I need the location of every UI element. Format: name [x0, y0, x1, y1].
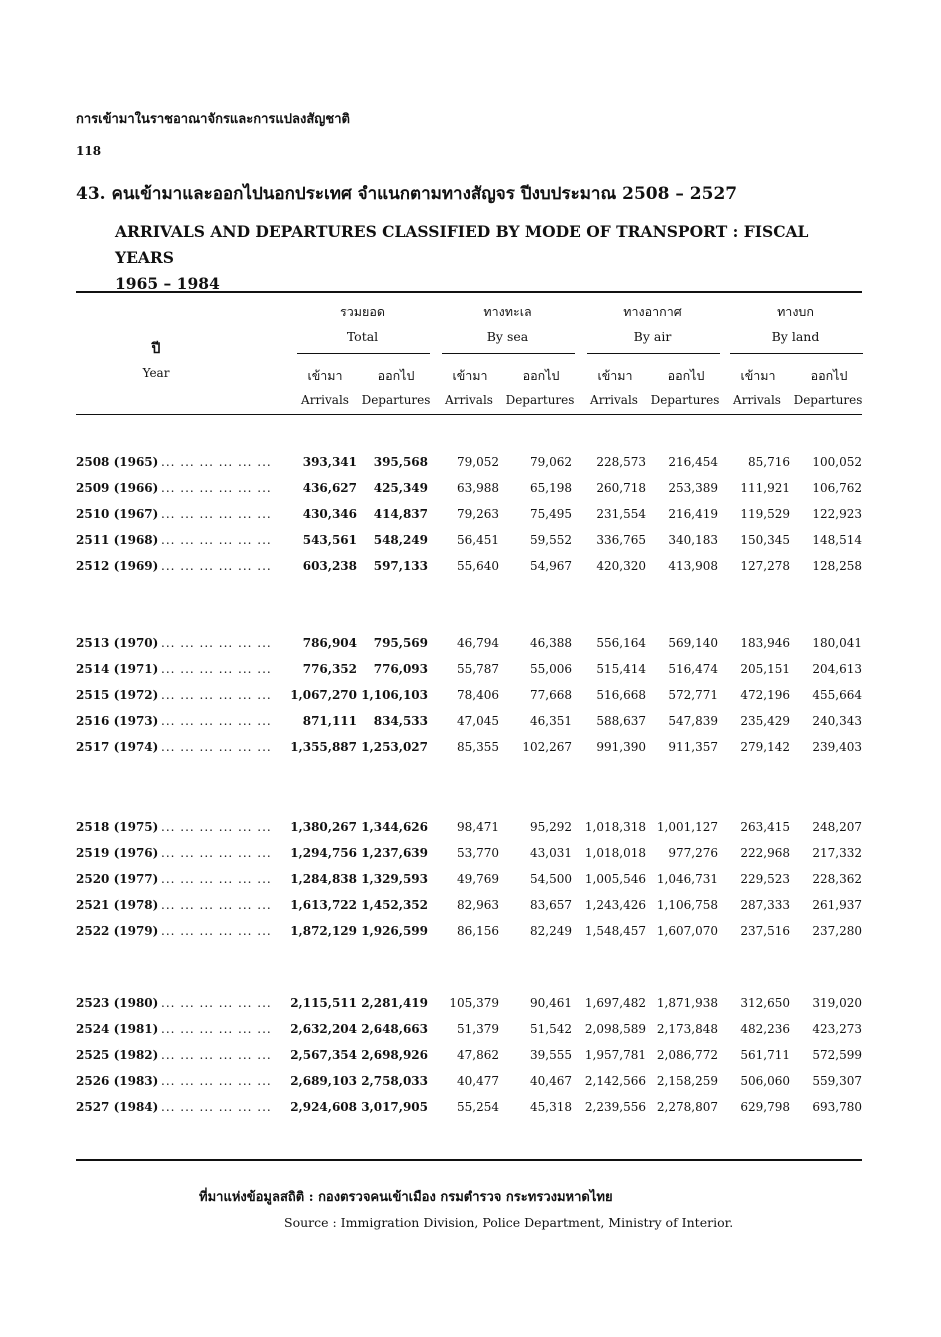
cell-total-departures: 3,017,905 — [361, 1100, 428, 1114]
cell-sea-arrivals: 105,379 — [449, 996, 499, 1010]
cell-total-arrivals: 871,111 — [302, 714, 357, 728]
cell-total-departures: 425,349 — [373, 481, 428, 495]
table-title-thai: 43. คนเข้ามาและออกไปนอกประเทศ จำแนกตามทางสัญจร ปีงบประมาณ 2508 – 2527 — [76, 184, 738, 204]
row-leader-dots: ... ... ... ... ... ... — [161, 533, 272, 547]
row-year: 2516 (1973) — [76, 714, 159, 728]
cell-sea-arrivals: 55,254 — [457, 1100, 499, 1114]
cell-air-departures: 216,419 — [668, 507, 718, 521]
cell-sea-arrivals: 55,640 — [457, 559, 499, 573]
table-row — [0, 1022, 941, 1042]
cell-land-arrivals: 183,946 — [740, 636, 790, 650]
cell-sea-departures: 90,461 — [530, 996, 572, 1010]
table-row — [0, 872, 941, 892]
row-leader-dots: ... ... ... ... ... ... — [161, 714, 272, 728]
cell-sea-arrivals: 86,156 — [457, 924, 499, 938]
cell-land-departures: 693,780 — [812, 1100, 862, 1114]
cell-sea-arrivals: 98,471 — [457, 820, 499, 834]
cell-sea-departures: 54,967 — [530, 559, 572, 573]
cell-air-arrivals: 231,554 — [596, 507, 646, 521]
cell-land-departures: 319,020 — [812, 996, 862, 1010]
cell-land-departures: 239,403 — [812, 740, 862, 754]
year-header-thai: ปี — [151, 341, 161, 357]
row-year: 2523 (1980) — [76, 996, 159, 1010]
group-rule-air — [587, 353, 720, 354]
cell-sea-departures: 77,668 — [530, 688, 572, 702]
table-row — [0, 898, 941, 918]
cell-land-arrivals: 229,523 — [740, 872, 790, 886]
row-year: 2524 (1981) — [76, 1022, 159, 1036]
row-leader-dots: ... ... ... ... ... ... — [161, 872, 272, 886]
cell-air-departures: 911,357 — [668, 740, 718, 754]
cell-sea-arrivals: 79,052 — [457, 455, 499, 469]
cell-air-departures: 253,389 — [668, 481, 718, 495]
table-row — [0, 559, 941, 579]
subheader-air-in-thai: เข้ามา — [597, 368, 633, 383]
cell-land-arrivals: 482,236 — [740, 1022, 790, 1036]
cell-total-arrivals: 1,284,838 — [290, 872, 357, 886]
subheader-air-arrivals: Arrivals — [590, 393, 638, 407]
cell-land-arrivals: 235,429 — [740, 714, 790, 728]
cell-sea-departures: 75,495 — [530, 507, 572, 521]
group-rule-total — [297, 353, 430, 354]
cell-total-departures: 2,698,926 — [361, 1048, 428, 1062]
cell-air-departures: 547,839 — [668, 714, 718, 728]
cell-land-arrivals: 287,333 — [740, 898, 790, 912]
cell-air-arrivals: 516,668 — [596, 688, 646, 702]
subheader-air-departures: Departures — [650, 393, 720, 407]
subheader-land-in-thai: เข้ามา — [740, 368, 776, 383]
subheader-air-out-thai: ออกไป — [667, 368, 705, 383]
cell-air-departures: 1,001,127 — [656, 820, 718, 834]
cell-sea-arrivals: 40,477 — [457, 1074, 499, 1088]
cell-air-arrivals: 2,142,566 — [584, 1074, 646, 1088]
cell-sea-departures: 39,555 — [530, 1048, 572, 1062]
row-year: 2508 (1965) — [76, 455, 159, 469]
cell-air-arrivals: 420,320 — [596, 559, 646, 573]
table-row — [0, 533, 941, 553]
cell-total-departures: 795,569 — [373, 636, 428, 650]
group-rule-land — [730, 353, 863, 354]
cell-total-arrivals: 1,294,756 — [290, 846, 357, 860]
group-header-air-thai: ทางอากาศ — [623, 304, 682, 319]
cell-sea-arrivals: 85,355 — [457, 740, 499, 754]
row-leader-dots: ... ... ... ... ... ... — [161, 924, 272, 938]
cell-total-arrivals: 1,355,887 — [290, 740, 357, 754]
cell-sea-departures: 59,552 — [530, 533, 572, 547]
cell-land-arrivals: 85,716 — [748, 455, 790, 469]
cell-land-arrivals: 312,650 — [740, 996, 790, 1010]
row-leader-dots: ... ... ... ... ... ... — [161, 1074, 272, 1088]
table-row — [0, 481, 941, 501]
cell-air-departures: 1,046,731 — [656, 872, 718, 886]
cell-air-departures: 216,454 — [668, 455, 718, 469]
subheader-sea-departures: Departures — [505, 393, 575, 407]
cell-air-departures: 2,173,848 — [656, 1022, 718, 1036]
cell-land-arrivals: 279,142 — [740, 740, 790, 754]
cell-air-departures: 2,278,807 — [656, 1100, 718, 1114]
cell-land-departures: 128,258 — [812, 559, 862, 573]
cell-land-arrivals: 119,529 — [740, 507, 790, 521]
subheader-land-departures: Departures — [793, 393, 863, 407]
cell-air-departures: 1,106,758 — [656, 898, 718, 912]
cell-land-arrivals: 150,345 — [740, 533, 790, 547]
row-year: 2514 (1971) — [76, 662, 159, 676]
table-row — [0, 1074, 941, 1094]
cell-land-arrivals: 222,968 — [740, 846, 790, 860]
cell-total-arrivals: 430,346 — [302, 507, 357, 521]
table-row — [0, 688, 941, 708]
cell-air-arrivals: 1,018,018 — [584, 846, 646, 860]
row-leader-dots: ... ... ... ... ... ... — [161, 662, 272, 676]
cell-total-departures: 1,452,352 — [361, 898, 428, 912]
cell-land-departures: 217,332 — [812, 846, 862, 860]
cell-total-arrivals: 786,904 — [302, 636, 357, 650]
cell-land-arrivals: 629,798 — [740, 1100, 790, 1114]
cell-sea-arrivals: 55,787 — [457, 662, 499, 676]
cell-air-departures: 340,183 — [668, 533, 718, 547]
cell-total-arrivals: 436,627 — [302, 481, 357, 495]
row-year: 2512 (1969) — [76, 559, 159, 573]
year-header-english: Year — [142, 366, 170, 380]
subheader-land-arrivals: Arrivals — [733, 393, 781, 407]
cell-sea-departures: 46,351 — [530, 714, 572, 728]
subheader-sea-in-thai: เข้ามา — [452, 368, 488, 383]
cell-sea-arrivals: 46,794 — [457, 636, 499, 650]
cell-land-arrivals: 472,196 — [740, 688, 790, 702]
table-row — [0, 507, 941, 527]
cell-total-arrivals: 2,567,354 — [290, 1048, 357, 1062]
row-year: 2520 (1977) — [76, 872, 159, 886]
cell-air-departures: 569,140 — [668, 636, 718, 650]
cell-sea-departures: 51,542 — [530, 1022, 572, 1036]
row-year: 2526 (1983) — [76, 1074, 159, 1088]
title-english-line-1: ARRIVALS AND DEPARTURES CLASSIFIED BY MODE OF TRANSPORT : FISCAL YEARS — [115, 222, 809, 267]
cell-sea-departures: 45,318 — [530, 1100, 572, 1114]
cell-total-arrivals: 2,632,204 — [290, 1022, 357, 1036]
cell-air-arrivals: 515,414 — [596, 662, 646, 676]
source-note-thai: ที่มาแห่งข้อมูลสถิติ : กองตรวจคนเข้าเมือง กรมตำรวจ กระทรวงมหาดไทย — [199, 1190, 613, 1205]
cell-total-arrivals: 543,561 — [302, 533, 357, 547]
cell-land-departures: 455,664 — [812, 688, 862, 702]
cell-sea-departures: 54,500 — [530, 872, 572, 886]
cell-air-arrivals: 228,573 — [596, 455, 646, 469]
running-header: การเข้ามาในราชอาณาจักรและการแปลงสัญชาติ — [76, 112, 350, 127]
row-leader-dots: ... ... ... ... ... ... — [161, 898, 272, 912]
cell-total-departures: 548,249 — [373, 533, 428, 547]
source-note-english: Source : Immigration Division, Police Department, Ministry of Interior. — [284, 1215, 734, 1230]
group-header-air-english: By air — [633, 329, 672, 344]
group-header-land-thai: ทางบก — [777, 304, 814, 319]
row-leader-dots: ... ... ... ... ... ... — [161, 820, 272, 834]
page-number: 118 — [76, 144, 102, 158]
cell-total-arrivals: 2,689,103 — [290, 1074, 357, 1088]
cell-land-arrivals: 263,415 — [740, 820, 790, 834]
cell-air-arrivals: 260,718 — [596, 481, 646, 495]
group-header-sea-english: By sea — [486, 329, 529, 344]
row-year: 2515 (1972) — [76, 688, 159, 702]
cell-sea-arrivals: 51,379 — [457, 1022, 499, 1036]
cell-sea-departures: 65,198 — [530, 481, 572, 495]
cell-land-departures: 106,762 — [812, 481, 862, 495]
cell-air-departures: 413,908 — [668, 559, 718, 573]
row-leader-dots: ... ... ... ... ... ... — [161, 1100, 272, 1114]
cell-land-departures: 248,207 — [812, 820, 862, 834]
row-leader-dots: ... ... ... ... ... ... — [161, 455, 272, 469]
cell-sea-arrivals: 49,769 — [457, 872, 499, 886]
table-header-rule — [76, 414, 862, 415]
cell-land-departures: 559,307 — [812, 1074, 862, 1088]
cell-total-arrivals: 603,238 — [302, 559, 357, 573]
subheader-sea-out-thai: ออกไป — [522, 368, 560, 383]
cell-land-arrivals: 205,151 — [740, 662, 790, 676]
cell-sea-departures: 79,062 — [530, 455, 572, 469]
cell-total-arrivals: 2,924,608 — [290, 1100, 357, 1114]
cell-total-departures: 1,253,027 — [361, 740, 428, 754]
cell-total-arrivals: 776,352 — [302, 662, 357, 676]
subheader-total-out-thai: ออกไป — [377, 368, 415, 383]
subheader-total-arrivals: Arrivals — [301, 393, 349, 407]
cell-land-departures: 100,052 — [812, 455, 862, 469]
cell-air-arrivals: 2,098,589 — [584, 1022, 646, 1036]
cell-total-departures: 776,093 — [373, 662, 428, 676]
table-row — [0, 714, 941, 734]
cell-sea-departures: 95,292 — [530, 820, 572, 834]
table-row — [0, 636, 941, 656]
title-english-line-2: 1965 – 1984 — [115, 274, 220, 293]
cell-total-departures: 1,926,599 — [361, 924, 428, 938]
cell-air-arrivals: 588,637 — [596, 714, 646, 728]
row-year: 2511 (1968) — [76, 533, 159, 547]
table-row — [0, 996, 941, 1016]
row-leader-dots: ... ... ... ... ... ... — [161, 1048, 272, 1062]
cell-land-arrivals: 111,921 — [740, 481, 790, 495]
cell-sea-departures: 83,657 — [530, 898, 572, 912]
cell-air-departures: 2,086,772 — [656, 1048, 718, 1062]
cell-total-departures: 1,237,639 — [361, 846, 428, 860]
cell-total-arrivals: 2,115,511 — [290, 996, 357, 1010]
group-header-sea-thai: ทางทะเล — [483, 304, 532, 319]
cell-total-departures: 834,533 — [373, 714, 428, 728]
table-row — [0, 846, 941, 866]
group-header-land-english: By land — [771, 329, 820, 344]
row-year: 2522 (1979) — [76, 924, 159, 938]
cell-total-departures: 1,329,593 — [361, 872, 428, 886]
table-top-rule — [76, 291, 862, 293]
table-row — [0, 1048, 941, 1068]
table-bottom-rule — [76, 1159, 862, 1161]
row-year: 2527 (1984) — [76, 1100, 159, 1114]
cell-land-arrivals: 561,711 — [740, 1048, 790, 1062]
cell-air-arrivals: 1,957,781 — [584, 1048, 646, 1062]
cell-sea-arrivals: 82,963 — [457, 898, 499, 912]
subheader-sea-arrivals: Arrivals — [445, 393, 493, 407]
cell-total-departures: 414,837 — [373, 507, 428, 521]
cell-total-departures: 1,106,103 — [361, 688, 428, 702]
row-year: 2518 (1975) — [76, 820, 159, 834]
cell-land-departures: 228,362 — [812, 872, 862, 886]
group-header-total-thai: รวมยอด — [340, 304, 385, 319]
row-leader-dots: ... ... ... ... ... ... — [161, 740, 272, 754]
cell-land-departures: 572,599 — [812, 1048, 862, 1062]
group-header-total-english: Total — [346, 329, 379, 344]
cell-air-arrivals: 2,239,556 — [584, 1100, 646, 1114]
cell-air-departures: 977,276 — [668, 846, 718, 860]
row-year: 2509 (1966) — [76, 481, 159, 495]
cell-sea-arrivals: 47,045 — [457, 714, 499, 728]
row-leader-dots: ... ... ... ... ... ... — [161, 636, 272, 650]
cell-sea-departures: 82,249 — [530, 924, 572, 938]
table-row — [0, 740, 941, 760]
cell-land-departures: 122,923 — [812, 507, 862, 521]
cell-total-departures: 597,133 — [373, 559, 428, 573]
table-row — [0, 1100, 941, 1120]
cell-air-arrivals: 1,005,546 — [584, 872, 646, 886]
cell-land-departures: 204,613 — [812, 662, 862, 676]
cell-air-departures: 516,474 — [668, 662, 718, 676]
row-year: 2525 (1982) — [76, 1048, 159, 1062]
cell-sea-departures: 40,467 — [530, 1074, 572, 1088]
cell-sea-arrivals: 56,451 — [457, 533, 499, 547]
cell-land-departures: 261,937 — [812, 898, 862, 912]
row-leader-dots: ... ... ... ... ... ... — [161, 996, 272, 1010]
cell-total-arrivals: 1,872,129 — [290, 924, 357, 938]
cell-sea-arrivals: 78,406 — [457, 688, 499, 702]
cell-land-arrivals: 506,060 — [740, 1074, 790, 1088]
subheader-land-out-thai: ออกไป — [810, 368, 848, 383]
row-year: 2519 (1976) — [76, 846, 159, 860]
table-title-english — [115, 219, 865, 297]
cell-land-departures: 180,041 — [812, 636, 862, 650]
cell-total-departures: 2,758,033 — [361, 1074, 428, 1088]
cell-sea-arrivals: 79,263 — [457, 507, 499, 521]
row-year: 2517 (1974) — [76, 740, 159, 754]
row-leader-dots: ... ... ... ... ... ... — [161, 846, 272, 860]
cell-land-departures: 148,514 — [812, 533, 862, 547]
cell-total-arrivals: 1,067,270 — [290, 688, 357, 702]
table-row — [0, 820, 941, 840]
cell-sea-arrivals: 63,988 — [457, 481, 499, 495]
cell-sea-arrivals: 53,770 — [457, 846, 499, 860]
cell-air-departures: 572,771 — [668, 688, 718, 702]
cell-air-departures: 2,158,259 — [656, 1074, 718, 1088]
cell-air-arrivals: 991,390 — [596, 740, 646, 754]
cell-total-departures: 1,344,626 — [361, 820, 428, 834]
row-leader-dots: ... ... ... ... ... ... — [161, 559, 272, 573]
cell-land-departures: 237,280 — [812, 924, 862, 938]
cell-total-departures: 2,648,663 — [361, 1022, 428, 1036]
row-leader-dots: ... ... ... ... ... ... — [161, 1022, 272, 1036]
cell-sea-departures: 102,267 — [522, 740, 572, 754]
subheader-total-departures: Departures — [361, 393, 431, 407]
row-year: 2521 (1978) — [76, 898, 159, 912]
table-row — [0, 924, 941, 944]
row-leader-dots: ... ... ... ... ... ... — [161, 481, 272, 495]
row-year: 2513 (1970) — [76, 636, 159, 650]
cell-total-departures: 395,568 — [373, 455, 428, 469]
cell-sea-departures: 55,006 — [530, 662, 572, 676]
cell-sea-departures: 43,031 — [530, 846, 572, 860]
cell-air-departures: 1,607,070 — [656, 924, 718, 938]
cell-air-arrivals: 1,243,426 — [584, 898, 646, 912]
cell-total-arrivals: 1,613,722 — [290, 898, 357, 912]
cell-land-departures: 423,273 — [812, 1022, 862, 1036]
cell-air-departures: 1,871,938 — [656, 996, 718, 1010]
table-row — [0, 662, 941, 682]
cell-total-arrivals: 393,341 — [302, 455, 357, 469]
cell-air-arrivals: 556,164 — [596, 636, 646, 650]
cell-total-departures: 2,281,419 — [361, 996, 428, 1010]
cell-air-arrivals: 1,697,482 — [584, 996, 646, 1010]
row-year: 2510 (1967) — [76, 507, 159, 521]
group-rule-sea — [442, 353, 575, 354]
cell-air-arrivals: 1,018,318 — [584, 820, 646, 834]
subheader-total-in-thai: เข้ามา — [307, 368, 343, 383]
row-leader-dots: ... ... ... ... ... ... — [161, 507, 272, 521]
cell-land-arrivals: 127,278 — [740, 559, 790, 573]
cell-total-arrivals: 1,380,267 — [290, 820, 357, 834]
table-row — [0, 455, 941, 475]
cell-sea-departures: 46,388 — [530, 636, 572, 650]
cell-land-departures: 240,343 — [812, 714, 862, 728]
row-leader-dots: ... ... ... ... ... ... — [161, 688, 272, 702]
cell-sea-arrivals: 47,862 — [457, 1048, 499, 1062]
cell-land-arrivals: 237,516 — [740, 924, 790, 938]
cell-air-arrivals: 1,548,457 — [584, 924, 646, 938]
cell-air-arrivals: 336,765 — [596, 533, 646, 547]
